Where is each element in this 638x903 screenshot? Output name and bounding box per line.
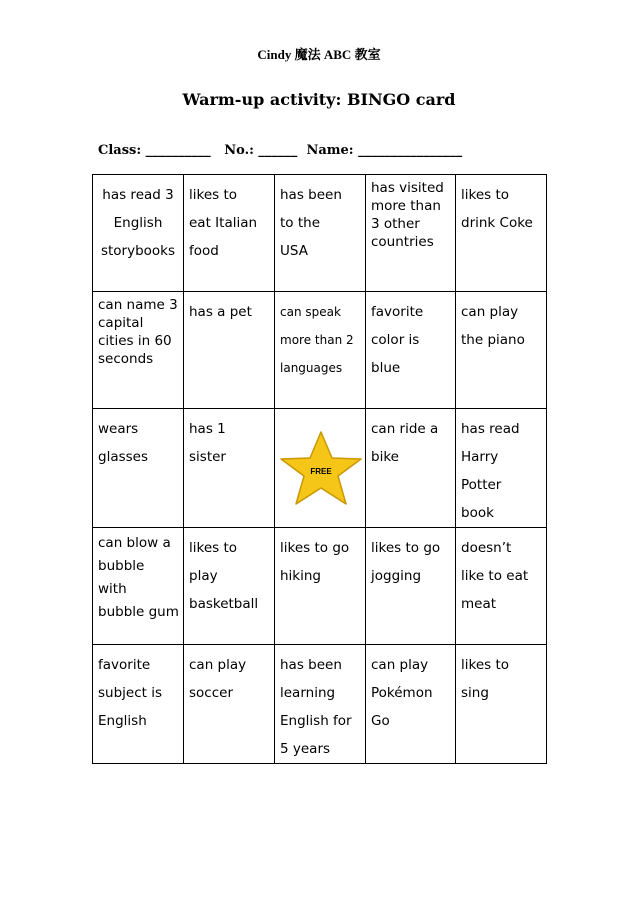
page-header: Cindy 魔法 ABC 教室 <box>257 47 381 62</box>
free-label: FREE <box>310 467 332 476</box>
free-star <box>275 428 366 510</box>
bingo-cell <box>366 645 456 764</box>
cell-text: can play Pokémon Go <box>371 657 433 729</box>
bingo-row <box>93 292 547 409</box>
bingo-cell <box>456 528 547 645</box>
bingo-cell <box>275 292 366 409</box>
cell-text: has a pet <box>189 304 252 320</box>
bingo-cell <box>275 528 366 645</box>
bingo-row <box>93 409 547 528</box>
bingo-card <box>92 174 547 764</box>
cell-text: has been to the USA <box>280 187 342 259</box>
star-icon <box>275 428 366 510</box>
bingo-cell <box>456 409 547 528</box>
cell-text: likes to sing <box>461 657 510 701</box>
bingo-cell <box>93 528 184 645</box>
cell-text: has read 3 English storybooks <box>100 187 176 259</box>
bingo-cell <box>93 292 184 409</box>
cell-text: has been learning English for 5 years <box>280 657 352 757</box>
bingo-cell <box>93 645 184 764</box>
cell-text: can blow a bubble with bubble gum <box>98 535 179 620</box>
bingo-cell <box>275 175 366 292</box>
page-title: Warm-up activity: BINGO card <box>182 90 456 109</box>
cell-text: likes to go jogging <box>371 540 441 584</box>
cell-text: likes to play basketball <box>189 540 259 612</box>
free-space-cell <box>275 409 366 528</box>
student-info-line: Class: __________ No.: ______ Name: ________________ <box>98 143 463 158</box>
cell-text: has visited more than 3 other countries <box>371 180 444 250</box>
cell-text: likes to go hiking <box>280 540 350 584</box>
cell-text: wears glasses <box>98 421 148 465</box>
cell-text: doesn’t like to eat meat <box>461 540 529 612</box>
bingo-cell <box>366 175 456 292</box>
cell-text: favorite subject is English <box>98 657 163 729</box>
cell-text: can play soccer <box>189 657 247 701</box>
bingo-cell <box>456 175 547 292</box>
bingo-cell <box>184 528 275 645</box>
bingo-cell <box>456 292 547 409</box>
cell-text: can ride a bike <box>371 421 439 465</box>
bingo-row <box>93 645 547 764</box>
cell-text: likes to drink Coke <box>461 187 533 231</box>
cell-text: can play the piano <box>461 304 525 348</box>
cell-text: can speak more than 2 languages <box>280 305 354 375</box>
bingo-cell <box>93 175 184 292</box>
bingo-cell <box>366 292 456 409</box>
cell-text: favorite color is blue <box>371 304 424 376</box>
bingo-cell <box>184 292 275 409</box>
bingo-cell <box>184 409 275 528</box>
cell-text: likes to eat Italian food <box>189 187 258 259</box>
bingo-row <box>93 175 547 292</box>
bingo-cell <box>456 645 547 764</box>
bingo-cell <box>184 645 275 764</box>
cell-text: can name 3 capital cities in 60 seconds <box>98 297 178 367</box>
bingo-cell <box>366 528 456 645</box>
bingo-cell <box>93 409 184 528</box>
bingo-cell <box>366 409 456 528</box>
bingo-cell <box>184 175 275 292</box>
bingo-row <box>93 528 547 645</box>
cell-text: has read Harry Potter book <box>461 421 520 521</box>
bingo-cell <box>275 645 366 764</box>
cell-text: has 1 sister <box>189 421 226 465</box>
